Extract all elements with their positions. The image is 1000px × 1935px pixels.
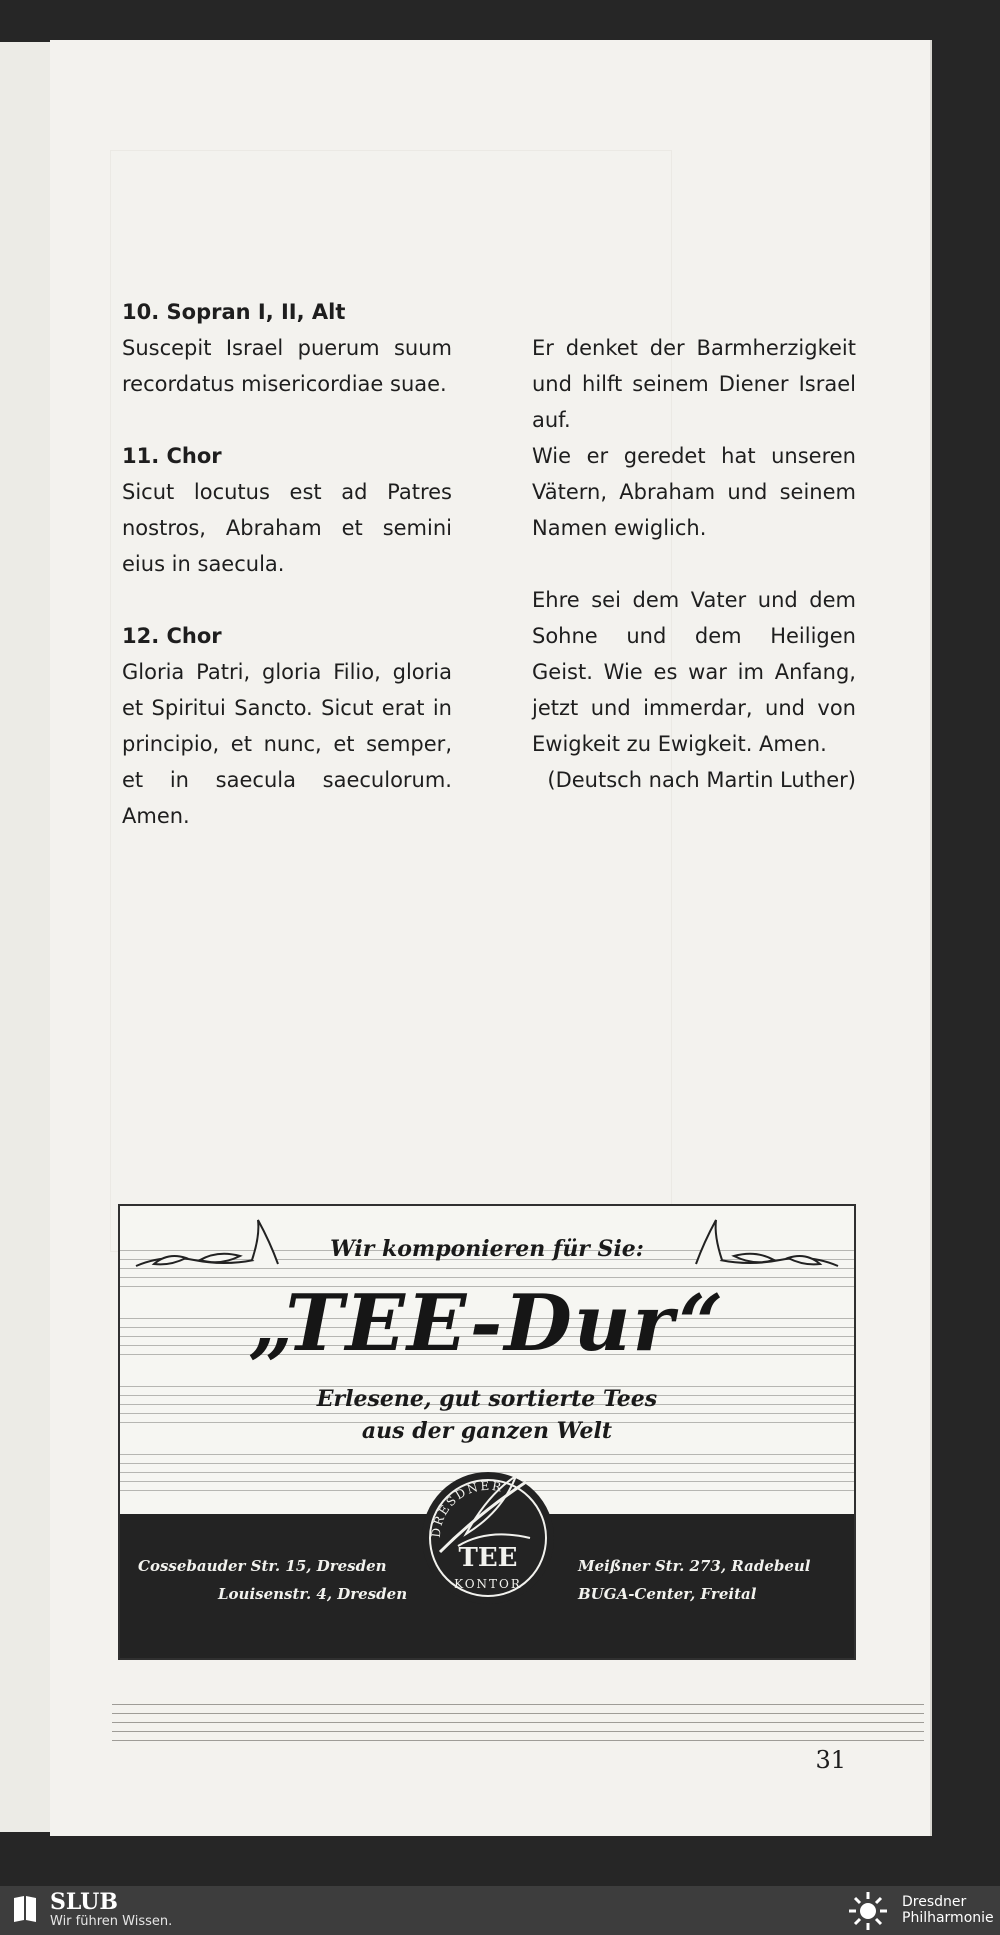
latin-verse: Gloria Patri, gloria Filio, gloria et Spiritui Sancto. Sicut erat in principio, et nunc, et semper, et in saecula saeculorum. Amen.: [122, 660, 452, 828]
translation-credit: (Deutsch nach Martin Luther): [547, 768, 856, 792]
library-tagline: Wir führen Wissen.: [50, 1914, 173, 1929]
address-line: BUGA-Center, Freital: [578, 1585, 757, 1603]
german-verse: Wie er geredet hat unseren Vätern, Abraham und seinem Namen ewiglich.: [532, 444, 856, 540]
german-verse: Ehre sei dem Vater und dem Sohne und dem Heiligen Geist. Wie es war im Anfang, jetzt und immerdar, und von Ewigkeit zu Ewigkeit. Amen.: [532, 588, 856, 756]
ad-headline: Wir komponieren für Sie:: [330, 1236, 644, 1262]
ad-brand-name: „TEE-Dur“: [248, 1278, 726, 1369]
logo-text-bottom: KONTOR: [454, 1577, 522, 1591]
partner-line: Philharmonie: [902, 1910, 994, 1926]
footer-staff-lines: [112, 1704, 924, 1752]
partner-name: [902, 1894, 994, 1926]
slub-book-icon: [12, 1894, 38, 1924]
page-number: 31: [815, 1746, 846, 1774]
logo-text-top: DRESDNER: [428, 1478, 505, 1539]
partner-line: Dresdner: [902, 1894, 967, 1910]
section-title: 12. Chor: [122, 624, 222, 648]
german-block: [532, 330, 856, 438]
latin-column: [122, 294, 452, 870]
tee-kontor-logo: [418, 1454, 558, 1604]
program-page: [50, 40, 930, 1836]
viewer-footer-bar: [0, 1886, 1000, 1935]
address-right: [578, 1552, 811, 1608]
address-line: Cossebauder Str. 15, Dresden: [138, 1557, 387, 1575]
latin-verse: Suscepit Israel puerum suum recordatus misericordiae suae.: [122, 336, 452, 396]
address-left: [138, 1552, 407, 1608]
german-block: [532, 438, 856, 546]
tea-advertisement: [118, 1204, 856, 1660]
german-block: [532, 582, 856, 798]
philharmonie-sun-icon: [842, 1890, 894, 1932]
section-title: 11. Chor: [122, 444, 222, 468]
german-verse: Er denket der Barmherzigkeit und hilft seinem Diener Israel auf.: [532, 336, 856, 432]
address-line: Meißner Str. 273, Radebeul: [578, 1557, 811, 1575]
section-title: 10. Sopran I, II, Alt: [122, 300, 346, 324]
german-column: [532, 330, 856, 798]
latin-verse: Sicut locutus est ad Patres nostros, Abraham et semini eius in saecula.: [122, 480, 452, 576]
address-line: Louisenstr. 4, Dresden: [218, 1585, 408, 1603]
ad-tagline: aus der ganzen Welt: [361, 1418, 613, 1444]
ad-tagline: Erlesene, gut sortierte Tees: [316, 1386, 658, 1412]
library-name: SLUB: [50, 1889, 118, 1915]
logo-text-main: TEE: [458, 1543, 518, 1573]
